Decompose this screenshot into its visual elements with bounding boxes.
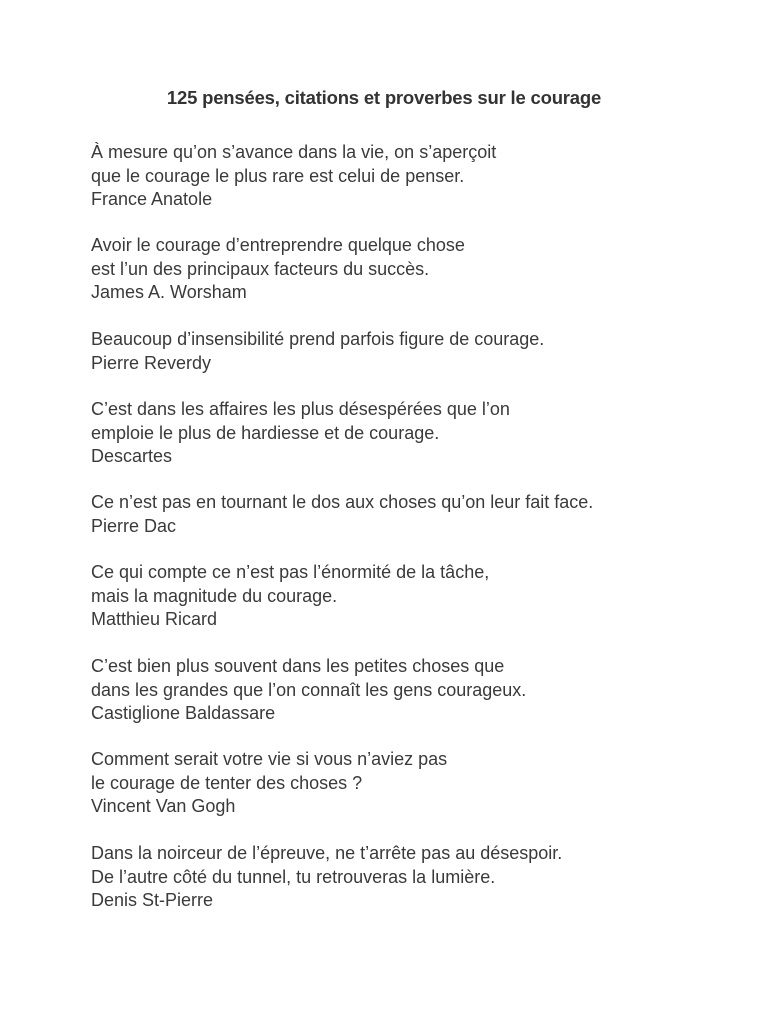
quote-author: Denis St-Pierre <box>91 890 214 910</box>
quote-line: dans les grandes que l’on connaît les gens courageux. <box>91 679 527 700</box>
quote-block <box>91 748 447 819</box>
quote-author: Matthieu Ricard <box>91 609 218 629</box>
quote-line: mais la magnitude du courage. <box>91 585 338 606</box>
quote-block <box>91 655 526 726</box>
quote-line: Avoir le courage d’entreprendre quelque chose <box>91 235 465 255</box>
quote-author: Vincent Van Gogh <box>91 796 236 816</box>
quote-author: Pierre Reverdy <box>91 352 212 373</box>
quote-line: Ce qui compte ce n’est pas l’énormité de la tâche, <box>91 562 490 582</box>
quote-author: Castiglione Baldassare <box>91 703 276 723</box>
quote-block <box>91 842 562 913</box>
quote-line: Beaucoup d’insensibilité prend parfois figure de courage. <box>91 329 545 349</box>
quote-author: James A. Worsham <box>91 282 247 302</box>
quote-author: Pierre Dac <box>91 515 177 536</box>
quote-line: Ce n’est pas en tournant le dos aux choses qu’on leur fait face. <box>91 492 594 512</box>
quote-author: Descartes <box>91 446 173 466</box>
quote-line: le courage de tenter des choses ? <box>91 772 363 793</box>
quote-line: est l’un des principaux facteurs du succès. <box>91 258 430 279</box>
quote-block <box>91 561 489 632</box>
quote-author: France Anatole <box>91 189 213 209</box>
quote-line: emploie le plus de hardiesse et de courage. <box>91 422 440 443</box>
quote-block <box>91 141 496 212</box>
quote-block <box>91 491 593 538</box>
quote-line: C’est bien plus souvent dans les petites choses que <box>91 656 505 676</box>
quote-line: De l’autre côté du tunnel, tu retrouveras la lumière. <box>91 866 496 887</box>
page-title: 125 pensées, citations et proverbes sur le courage <box>166 87 602 108</box>
quote-line: C’est dans les affaires les plus désespérées que l’on <box>91 399 510 419</box>
quote-line: Dans la noirceur de l’épreuve, ne t’arrête pas au désespoir. <box>91 843 563 863</box>
quote-line: que le courage le plus rare est celui de penser. <box>91 165 465 186</box>
quote-block <box>91 234 465 305</box>
quote-line: À mesure qu’on s’avance dans la vie, on s’aperçoit <box>91 142 497 162</box>
quote-line: Comment serait votre vie si vous n’aviez pas <box>91 749 448 769</box>
quote-block <box>91 398 510 469</box>
quote-block <box>91 328 544 375</box>
